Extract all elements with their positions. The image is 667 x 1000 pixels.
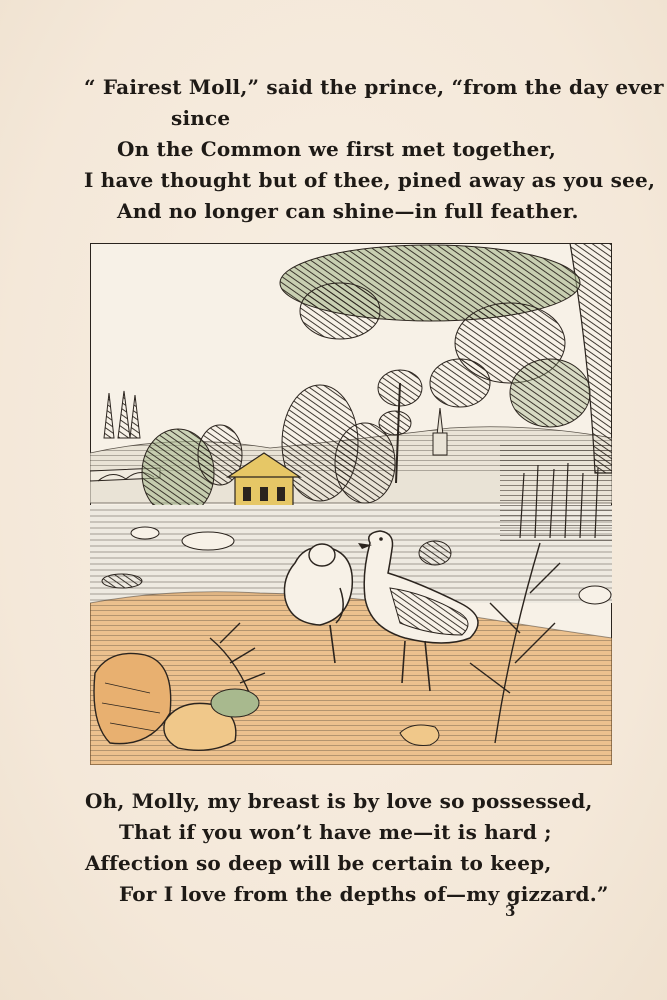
verse-line: For I love from the depths of—my gizzard.” — [119, 882, 609, 906]
woodcut-illustration — [90, 243, 612, 765]
page-number: 3 — [505, 902, 516, 920]
verse-line: “ Fairest Moll,” said the prince, “from the day ever — [84, 75, 664, 99]
verse-line: Affection so deep will be certain to keep, — [85, 851, 552, 875]
verse-line: since — [171, 106, 231, 130]
verse-line: Oh, Molly, my breast is by love so possessed, — [85, 789, 593, 813]
verse-line: And no longer can shine—in full feather. — [117, 199, 579, 223]
verse-line: On the Common we first met together, — [117, 137, 557, 161]
verse-line: That if you won’t have me—it is hard ; — [119, 820, 552, 844]
verse-line: I have thought but of thee, pined away as you see, — [84, 168, 656, 192]
